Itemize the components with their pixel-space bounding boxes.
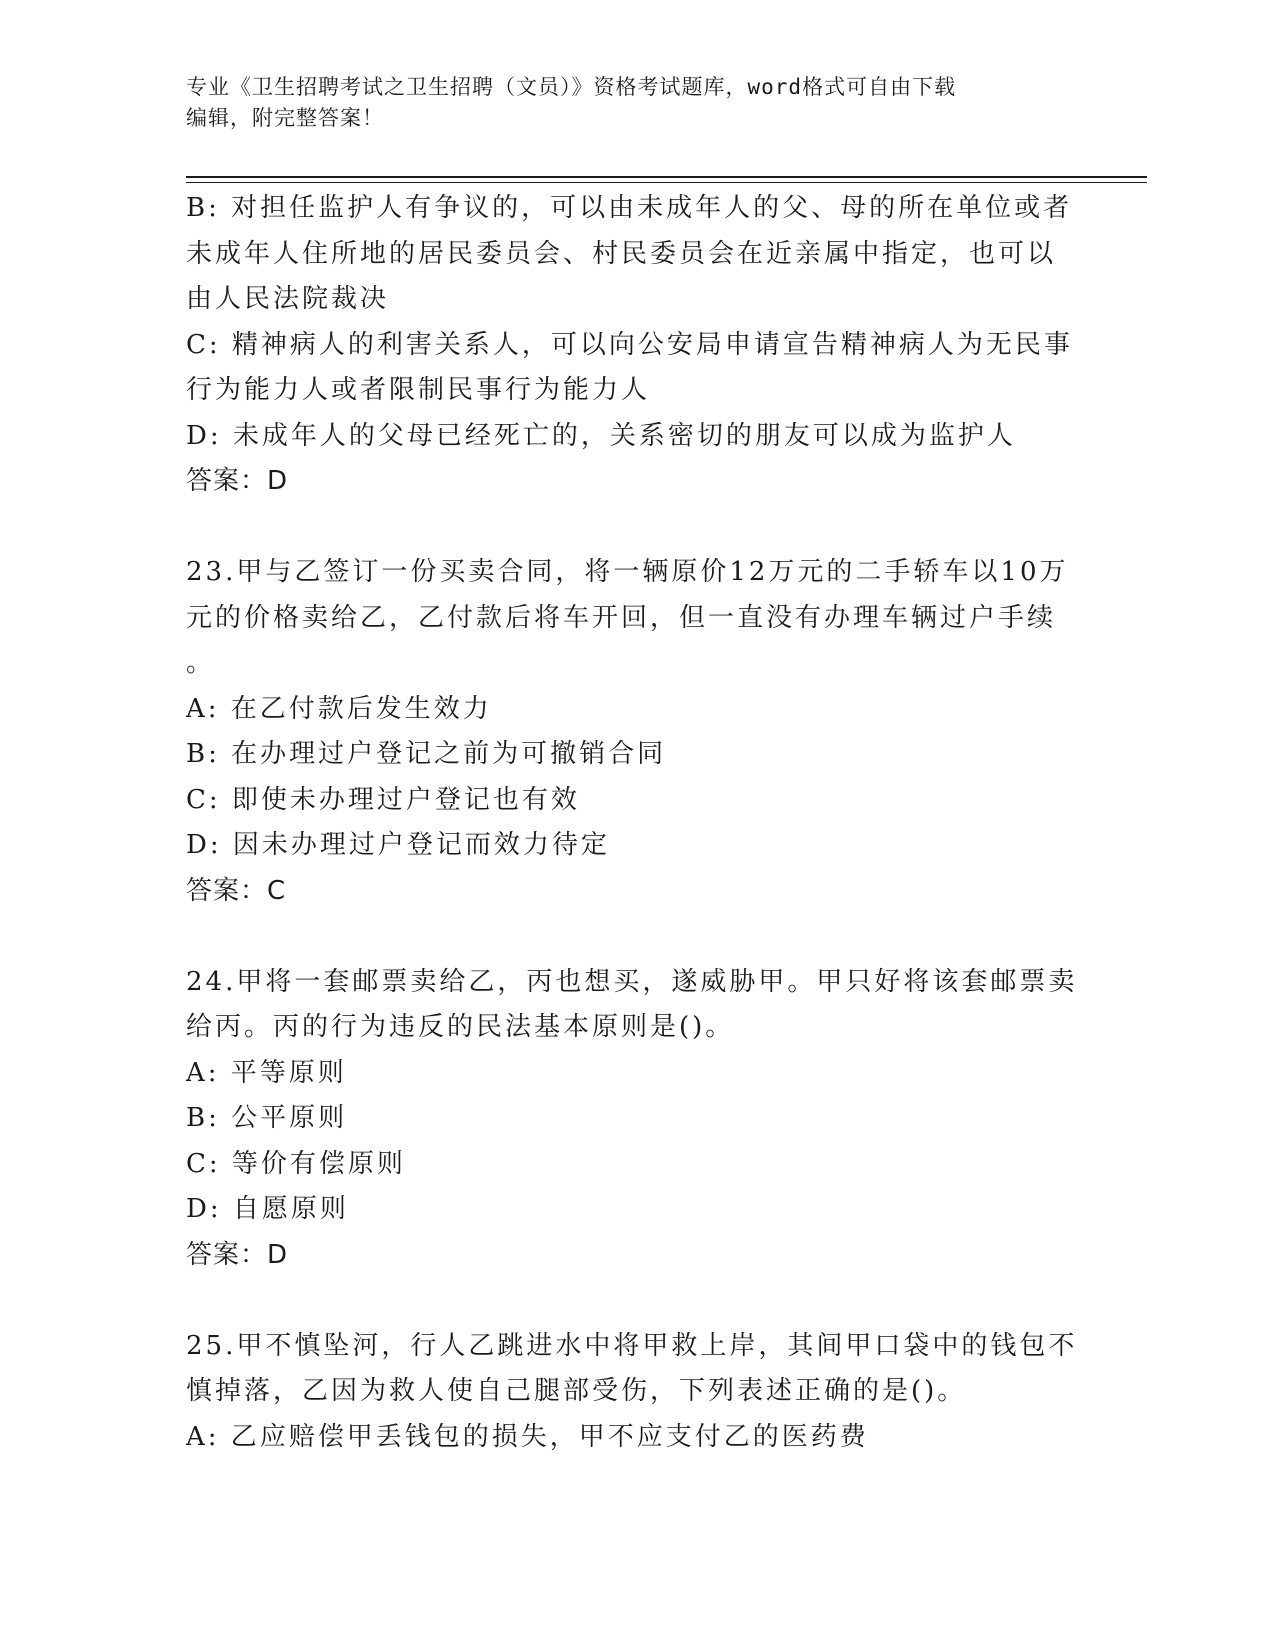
answer-label: 答案：D xyxy=(186,466,289,496)
question-stem-line: 给丙。丙的行为违反的民法基本原则是()。 xyxy=(186,1012,735,1042)
option-b-line: 未成年人住所地的居民委员会、村民委员会在近亲属中指定，也可以 xyxy=(186,238,1057,269)
option-d: D: 因未办理过户登记而效力待定 xyxy=(186,830,610,860)
answer-label: 答案：C xyxy=(186,875,287,906)
question-stem-line: 25.甲不慎坠河，行人乙跳进水中将甲救上岸，其间甲口袋中的钱包不 xyxy=(186,1330,1078,1361)
option-a: A: 平等原则 xyxy=(186,1057,347,1088)
option-a: A: 乙应赔偿甲丢钱包的损失，甲不应支付乙的医药费 xyxy=(186,1421,869,1452)
question-stem-line: 24.甲将一套邮票卖给乙，丙也想买，遂威胁甲。甲只好将该套邮票卖 xyxy=(186,966,1078,997)
option-c-line: 行为能力人或者限制民事行为能力人 xyxy=(186,375,651,405)
answer-label: 答案：D xyxy=(186,1239,289,1270)
option-d: D: 自愿原则 xyxy=(186,1194,349,1224)
option-c: C: 即使未办理过户登记也有效 xyxy=(186,784,580,815)
document-header xyxy=(186,72,1086,134)
header-divider-thin xyxy=(186,182,1147,183)
question-25-block xyxy=(186,1324,1086,1461)
question-stem-line: 23.甲与乙签订一份买卖合同，将一辆原价12万元的二手轿车以10万 xyxy=(186,557,1069,587)
question-24-block xyxy=(186,960,1086,1279)
option-b-line: 由人民法院裁决 xyxy=(186,284,390,314)
question-23-block xyxy=(186,550,1086,914)
question-stem-line: 慎掉落，乙因为救人使自己腿部受伤，下列表述正确的是()。 xyxy=(186,1376,967,1406)
option-b-line: B: 对担任监护人有争议的，可以由未成年人的父、母的所在单位或者 xyxy=(186,193,1073,223)
option-d: D: 未成年人的父母已经死亡的，关系密切的朋友可以成为监护人 xyxy=(186,420,1016,451)
question-spacer xyxy=(186,505,1086,551)
question-22-block xyxy=(186,186,1086,505)
option-c-line: C: 精神病人的利害关系人，可以向公安局申请宣告精神病人为无民事 xyxy=(186,329,1073,360)
question-spacer xyxy=(186,1278,1086,1324)
question-spacer xyxy=(186,914,1086,960)
question-stem-line: 元的价格卖给乙，乙付款后将车开回，但一直没有办理车辆过户手续 xyxy=(186,602,1057,633)
option-b: B: 公平原则 xyxy=(186,1103,348,1133)
option-c: C: 等价有偿原则 xyxy=(186,1148,406,1179)
header-line-1: 专业《卫生招聘考试之卫生招聘（文员）》资格考试题库，word格式可自由下载 xyxy=(186,75,957,99)
question-content xyxy=(186,186,1086,1460)
option-b: B: 在办理过户登记之前为可撤销合同 xyxy=(186,739,667,769)
option-a: A: 在乙付款后发生效力 xyxy=(186,693,492,724)
question-stem-line: 。 xyxy=(186,648,216,678)
header-line-2: 编辑，附完整答案！ xyxy=(186,106,384,130)
header-divider-thick xyxy=(186,176,1147,178)
